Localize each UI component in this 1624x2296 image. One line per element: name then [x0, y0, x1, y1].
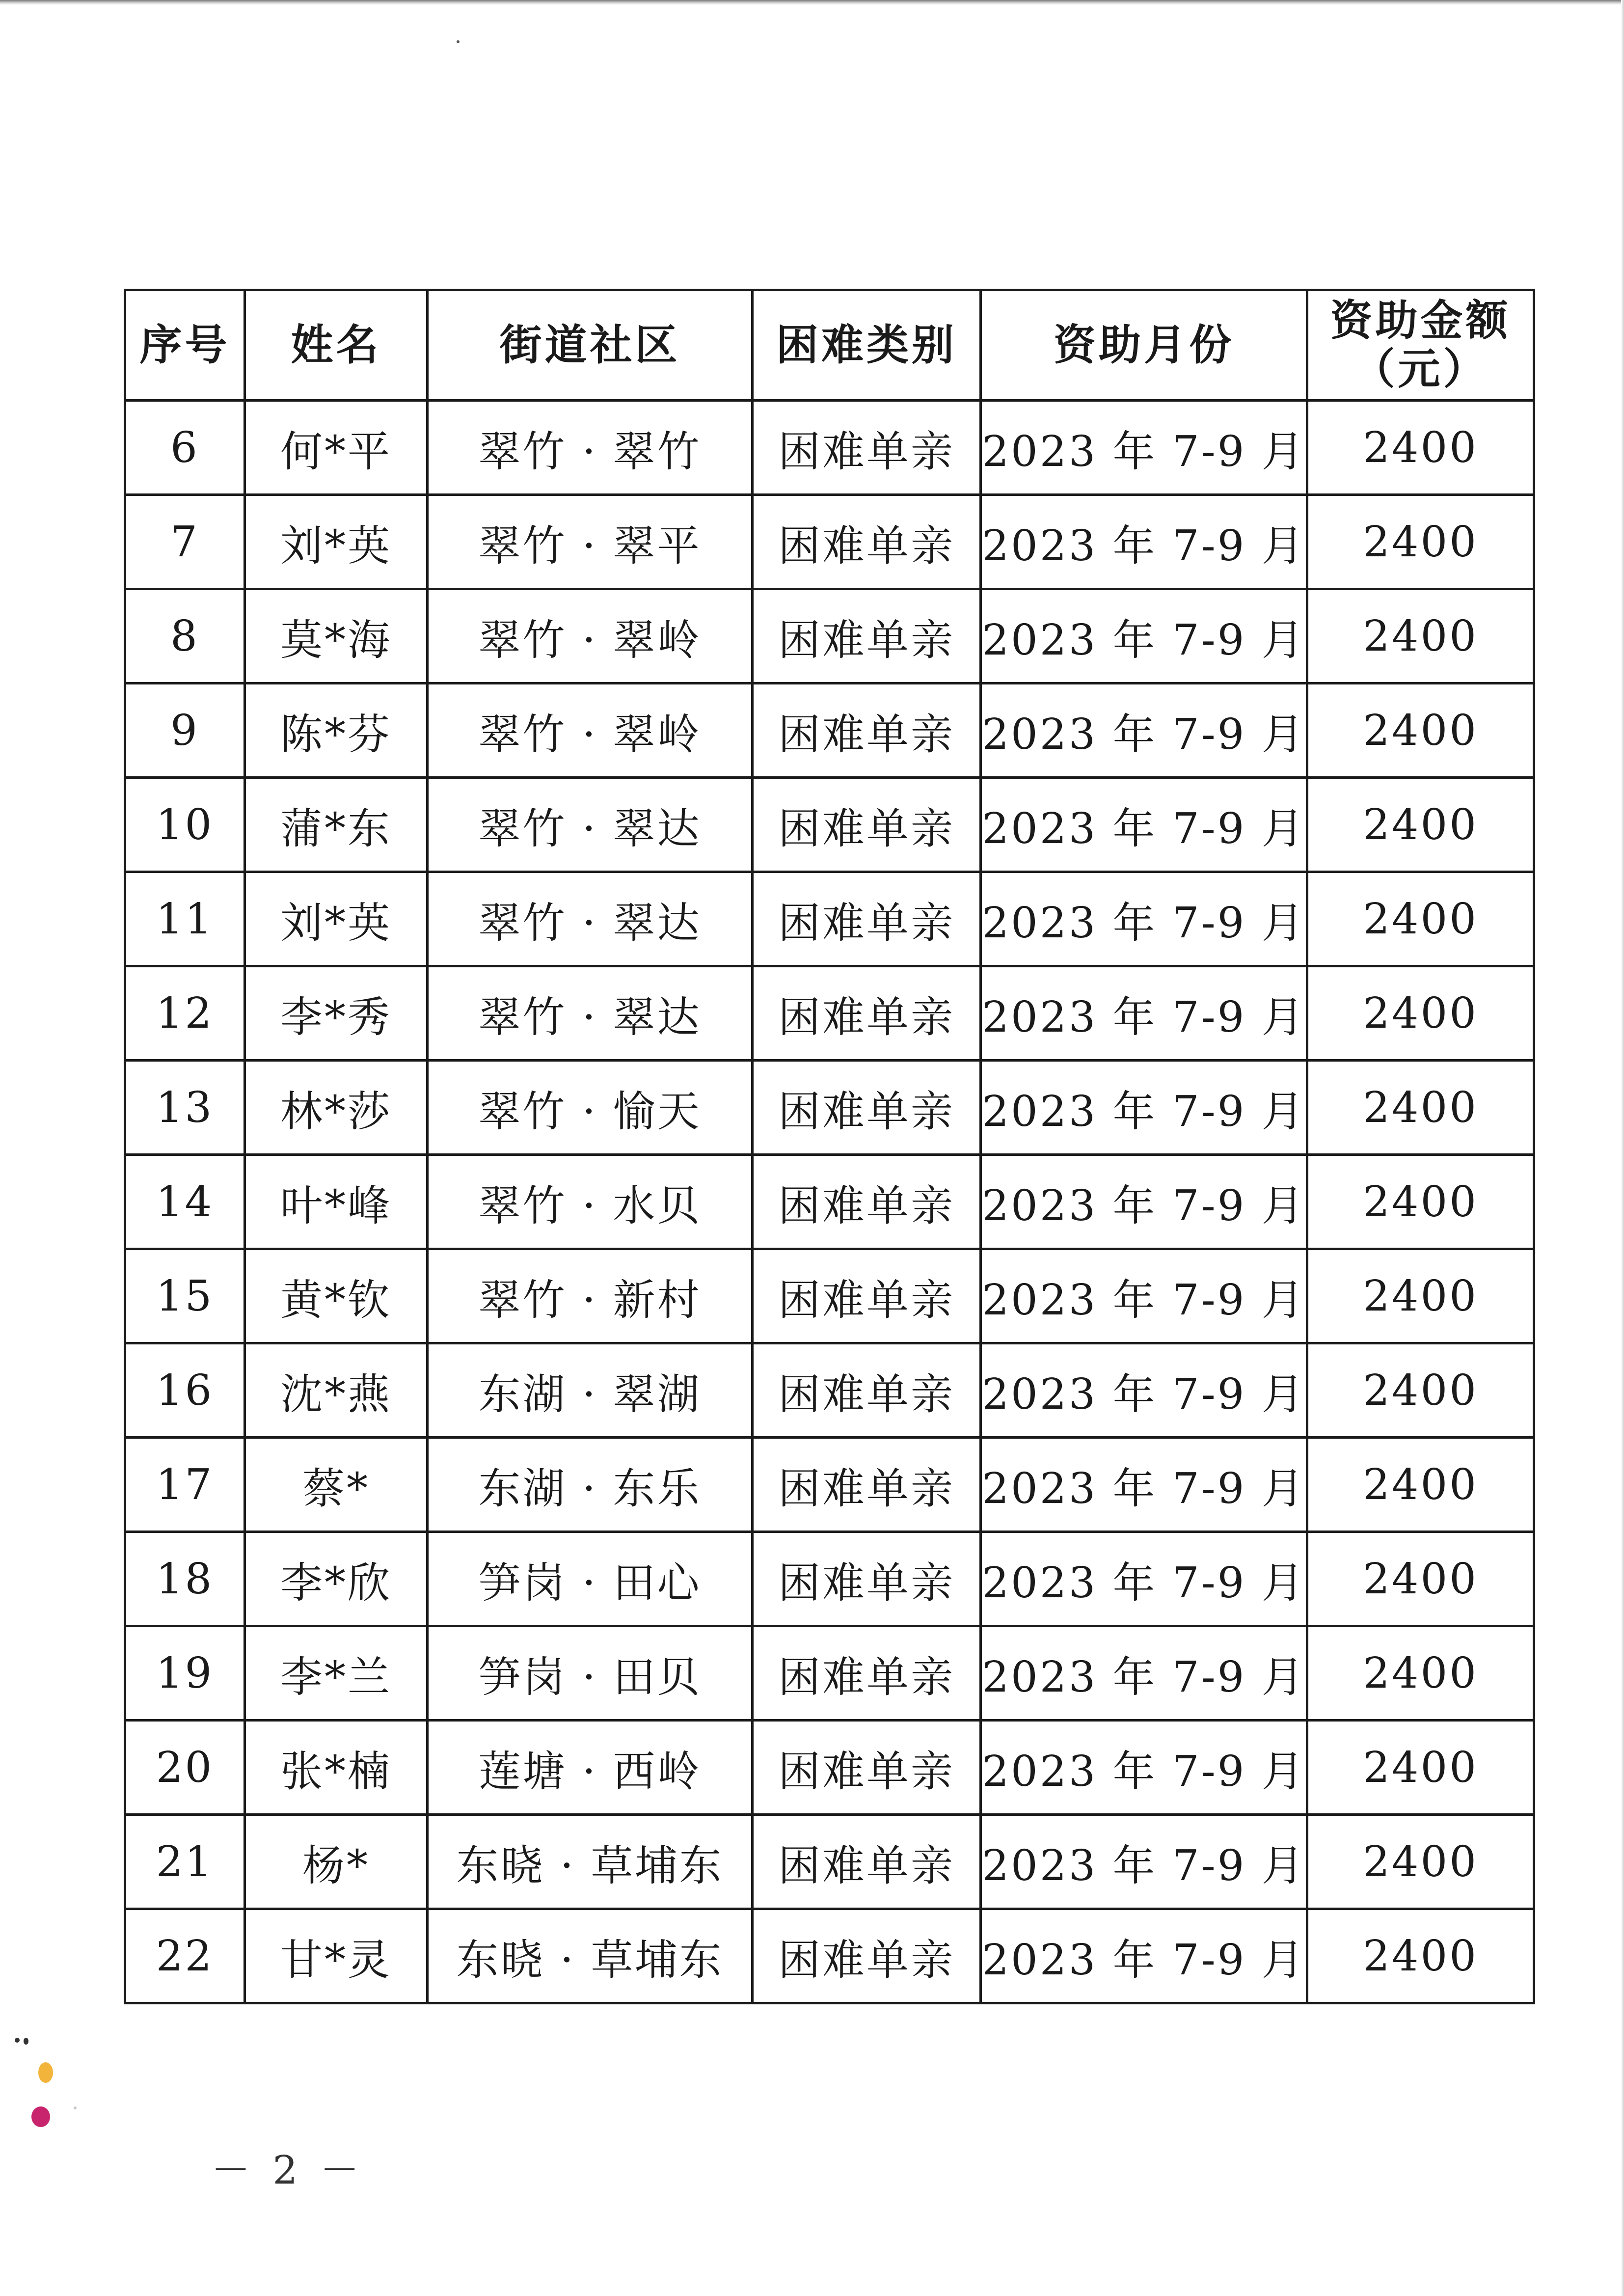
- cell-amount: 2400: [1307, 1815, 1534, 1909]
- cell-seq: 14: [125, 1155, 245, 1249]
- ink-speck: [457, 40, 460, 43]
- cell-subsidy-month: 2023 年 7-9 月: [981, 1438, 1307, 1532]
- cell-name: 刘*英: [245, 495, 428, 589]
- cell-hardship-type: 困难单亲: [753, 1721, 981, 1815]
- cell-amount: 2400: [1307, 966, 1534, 1061]
- cell-amount: 2400: [1307, 401, 1534, 495]
- cell-street-community: 翠竹 · 愉天: [428, 1061, 753, 1155]
- cell-street-community: 莲塘 · 西岭: [428, 1721, 753, 1815]
- cell-name: 刘*英: [245, 872, 428, 966]
- cell-hardship-type: 困难单亲: [753, 1626, 981, 1721]
- cell-street-community: 东晓 · 草埔东: [428, 1815, 753, 1909]
- cell-hardship-type: 困难单亲: [753, 966, 981, 1061]
- ink-speck: [38, 2062, 53, 2083]
- header-seq: 序号: [125, 290, 245, 401]
- cell-hardship-type: 困难单亲: [753, 778, 981, 872]
- header-amount-line2: （元）: [1353, 344, 1489, 394]
- cell-name: 莫*海: [245, 589, 428, 683]
- ink-speck: [15, 2038, 20, 2043]
- cell-hardship-type: 困难单亲: [753, 1815, 981, 1909]
- header-amount-line1: 资助金额: [1330, 296, 1511, 346]
- scan-top-edge: [0, 0, 1624, 5]
- cell-street-community: 笋岗 · 田心: [428, 1532, 753, 1626]
- cell-name: 张*楠: [245, 1721, 428, 1815]
- header-hardship-type: 困难类别: [753, 290, 981, 401]
- cell-seq: 17: [125, 1438, 245, 1532]
- ink-speck: [74, 2106, 77, 2109]
- cell-subsidy-month: 2023 年 7-9 月: [981, 1721, 1307, 1815]
- cell-name: 陈*芬: [245, 683, 428, 778]
- cell-hardship-type: 困难单亲: [753, 1909, 981, 2003]
- cell-seq: 21: [125, 1815, 245, 1909]
- cell-street-community: 翠竹 · 翠达: [428, 778, 753, 872]
- cell-street-community: 翠竹 · 翠岭: [428, 589, 753, 683]
- header-subsidy-month: 资助月份: [981, 290, 1307, 401]
- page-number: － 2 －: [211, 2147, 364, 2193]
- cell-seq: 15: [125, 1249, 245, 1343]
- cell-seq: 13: [125, 1061, 245, 1155]
- cell-amount: 2400: [1307, 1721, 1534, 1815]
- cell-subsidy-month: 2023 年 7-9 月: [981, 778, 1307, 872]
- cell-name: 沈*燕: [245, 1343, 428, 1438]
- cell-street-community: 翠竹 · 水贝: [428, 1155, 753, 1249]
- cell-seq: 6: [125, 401, 245, 495]
- table-row: [125, 872, 1534, 966]
- cell-street-community: 翠竹 · 新村: [428, 1249, 753, 1343]
- cell-name: 李*兰: [245, 1626, 428, 1721]
- cell-amount: 2400: [1307, 1532, 1534, 1626]
- cell-name: 蒲*东: [245, 778, 428, 872]
- cell-name: 叶*峰: [245, 1155, 428, 1249]
- ink-speck: [31, 2106, 50, 2127]
- table-row: [125, 401, 1534, 495]
- cell-seq: 10: [125, 778, 245, 872]
- cell-hardship-type: 困难单亲: [753, 872, 981, 966]
- cell-seq: 20: [125, 1721, 245, 1815]
- cell-hardship-type: 困难单亲: [753, 1532, 981, 1626]
- cell-subsidy-month: 2023 年 7-9 月: [981, 1909, 1307, 2003]
- cell-seq: 12: [125, 966, 245, 1061]
- cell-street-community: 翠竹 · 翠竹: [428, 401, 753, 495]
- cell-subsidy-month: 2023 年 7-9 月: [981, 872, 1307, 966]
- cell-name: 李*欣: [245, 1532, 428, 1626]
- cell-amount: 2400: [1307, 1061, 1534, 1155]
- cell-subsidy-month: 2023 年 7-9 月: [981, 966, 1307, 1061]
- table-row: [125, 1721, 1534, 1815]
- header-amount: [1307, 290, 1534, 401]
- table-row: [125, 1909, 1534, 2003]
- cell-hardship-type: 困难单亲: [753, 1061, 981, 1155]
- cell-amount: 2400: [1307, 1438, 1534, 1532]
- cell-subsidy-month: 2023 年 7-9 月: [981, 1155, 1307, 1249]
- cell-hardship-type: 困难单亲: [753, 589, 981, 683]
- table-row: [125, 1249, 1534, 1343]
- cell-amount: 2400: [1307, 778, 1534, 872]
- cell-hardship-type: 困难单亲: [753, 1343, 981, 1438]
- cell-street-community: 翠竹 · 翠达: [428, 872, 753, 966]
- cell-subsidy-month: 2023 年 7-9 月: [981, 1249, 1307, 1343]
- cell-amount: 2400: [1307, 1626, 1534, 1721]
- cell-subsidy-month: 2023 年 7-9 月: [981, 683, 1307, 778]
- cell-seq: 18: [125, 1532, 245, 1626]
- cell-name: 黄*钦: [245, 1249, 428, 1343]
- cell-amount: 2400: [1307, 1155, 1534, 1249]
- cell-subsidy-month: 2023 年 7-9 月: [981, 1532, 1307, 1626]
- cell-street-community: 东湖 · 翠湖: [428, 1343, 753, 1438]
- ink-speck: [24, 2038, 28, 2045]
- cell-hardship-type: 困难单亲: [753, 1155, 981, 1249]
- cell-subsidy-month: 2023 年 7-9 月: [981, 1626, 1307, 1721]
- cell-seq: 22: [125, 1909, 245, 2003]
- cell-subsidy-month: 2023 年 7-9 月: [981, 1343, 1307, 1438]
- table-body: [125, 401, 1534, 2003]
- cell-street-community: 翠竹 · 翠达: [428, 966, 753, 1061]
- table-row: [125, 683, 1534, 778]
- table-row: [125, 589, 1534, 683]
- cell-name: 蔡*: [245, 1438, 428, 1532]
- cell-name: 何*平: [245, 401, 428, 495]
- cell-name: 李*秀: [245, 966, 428, 1061]
- cell-street-community: 东晓 · 草埔东: [428, 1909, 753, 2003]
- cell-street-community: 东湖 · 东乐: [428, 1438, 753, 1532]
- cell-subsidy-month: 2023 年 7-9 月: [981, 1815, 1307, 1909]
- table-row: [125, 1343, 1534, 1438]
- cell-name: 甘*灵: [245, 1909, 428, 2003]
- cell-street-community: 翠竹 · 翠岭: [428, 683, 753, 778]
- cell-subsidy-month: 2023 年 7-9 月: [981, 1061, 1307, 1155]
- table-header-row: [125, 290, 1534, 401]
- cell-subsidy-month: 2023 年 7-9 月: [981, 495, 1307, 589]
- cell-seq: 19: [125, 1626, 245, 1721]
- table-row: [125, 1438, 1534, 1532]
- cell-seq: 16: [125, 1343, 245, 1438]
- cell-hardship-type: 困难单亲: [753, 495, 981, 589]
- cell-seq: 11: [125, 872, 245, 966]
- cell-amount: 2400: [1307, 683, 1534, 778]
- cell-amount: 2400: [1307, 495, 1534, 589]
- cell-street-community: 翠竹 · 翠平: [428, 495, 753, 589]
- table-row: [125, 1532, 1534, 1626]
- cell-hardship-type: 困难单亲: [753, 401, 981, 495]
- header-street-community: 街道社区: [428, 290, 753, 401]
- cell-amount: 2400: [1307, 1343, 1534, 1438]
- cell-name: 林*莎: [245, 1061, 428, 1155]
- cell-seq: 9: [125, 683, 245, 778]
- cell-amount: 2400: [1307, 589, 1534, 683]
- cell-amount: 2400: [1307, 1909, 1534, 2003]
- table-row: [125, 495, 1534, 589]
- subsidy-roster-table: [124, 289, 1535, 2004]
- header-name: 姓名: [245, 290, 428, 401]
- cell-seq: 7: [125, 495, 245, 589]
- table-row: [125, 1815, 1534, 1909]
- cell-amount: 2400: [1307, 872, 1534, 966]
- cell-hardship-type: 困难单亲: [753, 1438, 981, 1532]
- cell-street-community: 笋岗 · 田贝: [428, 1626, 753, 1721]
- table-row: [125, 1626, 1534, 1721]
- cell-amount: 2400: [1307, 1249, 1534, 1343]
- cell-seq: 8: [125, 589, 245, 683]
- scan-right-edge: [1621, 0, 1624, 2296]
- table-row: [125, 966, 1534, 1061]
- cell-subsidy-month: 2023 年 7-9 月: [981, 401, 1307, 495]
- cell-subsidy-month: 2023 年 7-9 月: [981, 589, 1307, 683]
- cell-hardship-type: 困难单亲: [753, 1249, 981, 1343]
- cell-hardship-type: 困难单亲: [753, 683, 981, 778]
- table-row: [125, 1061, 1534, 1155]
- cell-name: 杨*: [245, 1815, 428, 1909]
- table-row: [125, 778, 1534, 872]
- table-row: [125, 1155, 1534, 1249]
